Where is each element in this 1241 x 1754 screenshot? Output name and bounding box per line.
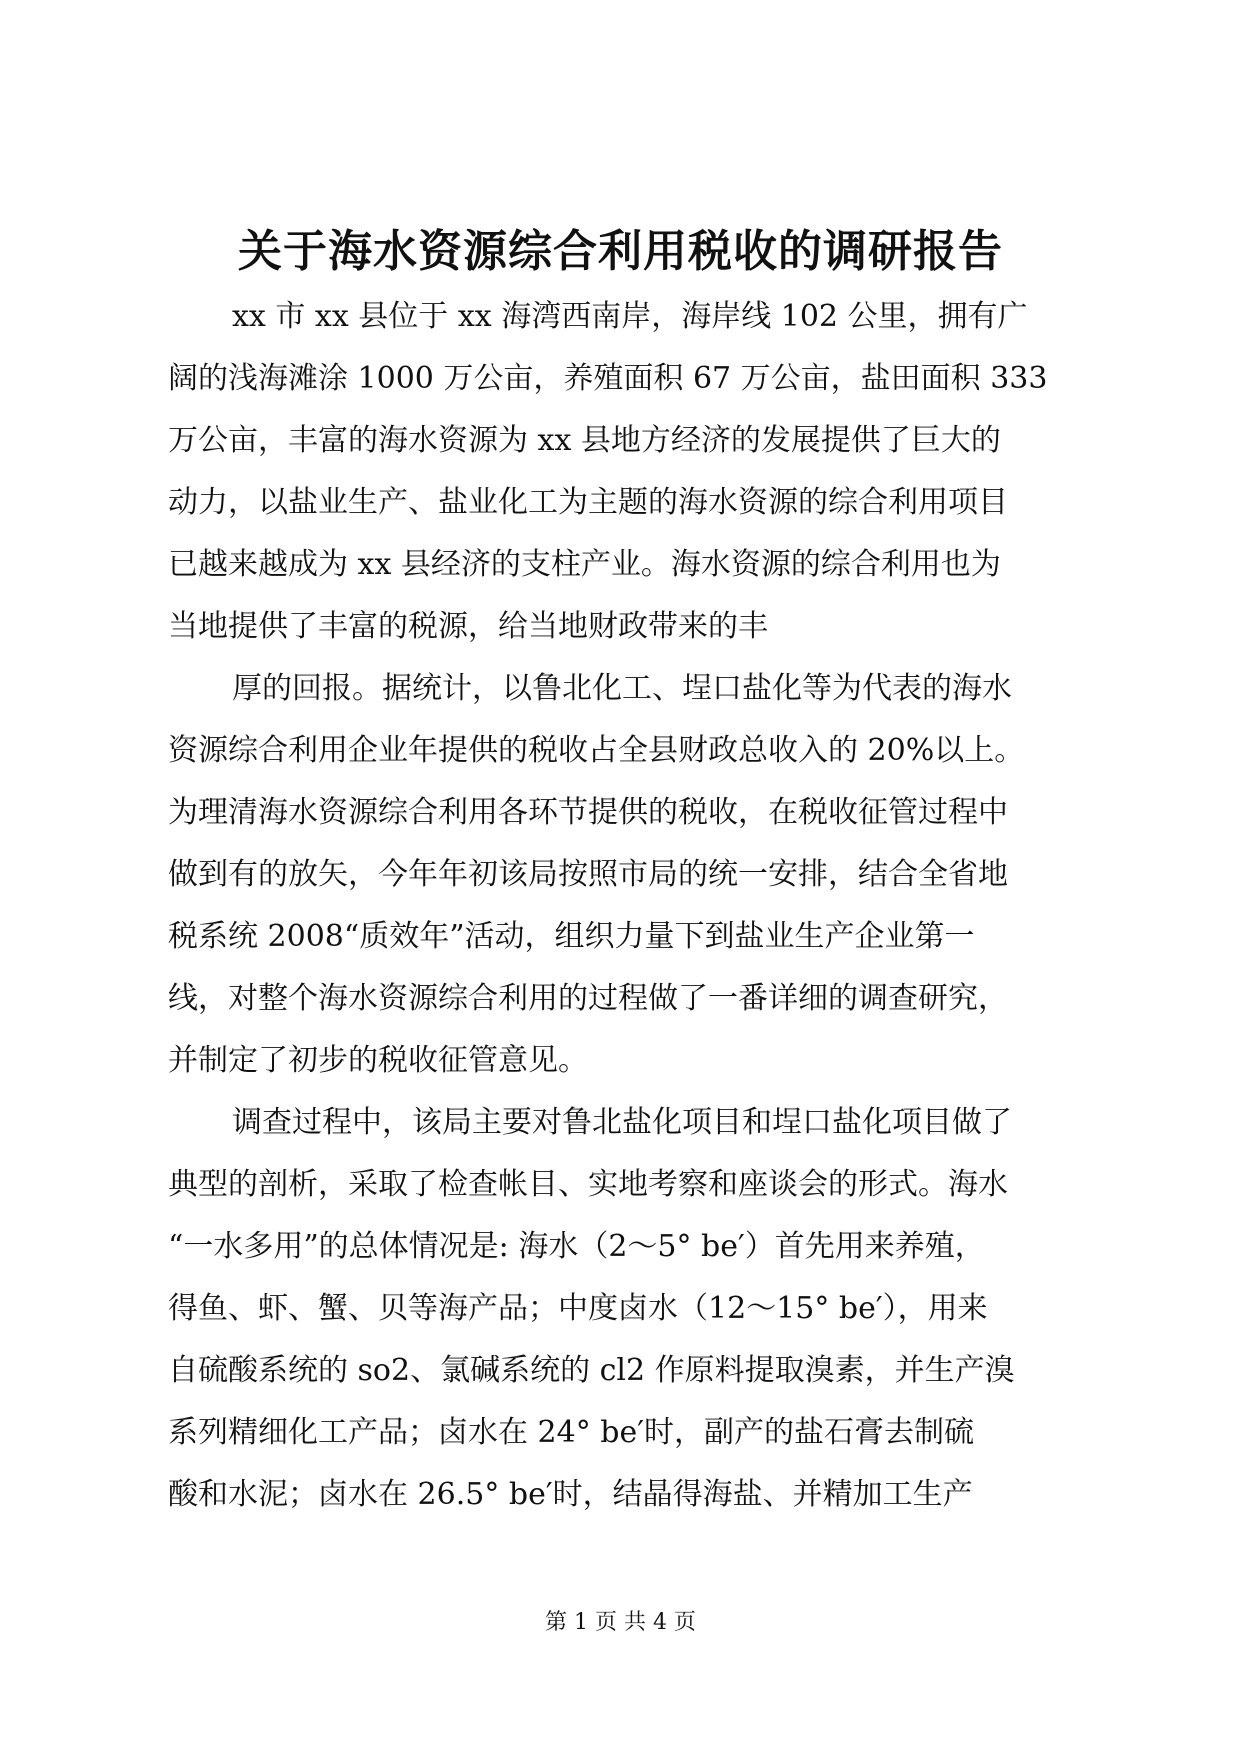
text-line: 已越来越成为 xx 县经济的支柱产业。海水资源的综合利用也为 [168,547,1001,582]
text-line: 酸和水泥；卤水在 26.5° be′时，结晶得海盐、并精加工生产 [168,1477,973,1512]
paragraph-1 [168,286,1088,658]
document-body [168,286,1088,1526]
text-line: 为理清海水资源综合利用各环节提供的税收，在税收征管过程中 [168,795,1008,830]
text-line: 税系统 2008“质效年”活动，组织力量下到盐业生产企业第一 [168,919,975,954]
text-line: 典型的剖析，采取了检查帐目、实地考察和座谈会的形式。海水 [168,1167,1008,1202]
text-line: “一水多用”的总体情况是: 海水（2～5° be′）首先用来养殖， [168,1229,985,1264]
text-line: xx 市 xx 县位于 xx 海湾西南岸，海岸线 102 公里，拥有广 [232,299,1028,334]
text-line: 调查过程中，该局主要对鲁北盐化项目和埕口盐化项目做了 [232,1105,1012,1140]
text-line: 资源综合利用企业年提供的税收占全县财政总收入的 20%以上。 [168,733,1025,768]
text-line: 万公亩，丰富的海水资源为 xx 县地方经济的发展提供了巨大的 [168,423,1001,458]
text-line: 线，对整个海水资源综合利用的过程做了一番详细的调查研究， [168,981,1008,1016]
text-line: 自硫酸系统的 so2、氯碱系统的 cl2 作原料提取溴素，并生产溴 [168,1353,1015,1388]
text-line: 厚的回报。据统计，以鲁北化工、埕口盐化等为代表的海水 [232,671,1012,706]
page-number-footer: 第 1 页 共 4 页 [545,1610,696,1635]
paragraph-3 [168,1092,1088,1526]
text-line: 并制定了初步的税收征管意见。 [168,1043,588,1078]
text-line: 阔的浅海滩涂 1000 万公亩，养殖面积 67 万公亩，盐田面积 333 [168,361,1048,396]
text-line: 动力，以盐业生产、盐业化工为主题的海水资源的综合利用项目 [168,485,1008,520]
text-line: 做到有的放矢，今年年初该局按照市局的统一安排，结合全省地 [168,857,1008,892]
text-line: 当地提供了丰富的税源，给当地财政带来的丰 [168,609,768,644]
document-title: 关于海水资源综合利用税收的调研报告 [238,226,1003,277]
text-line: 得鱼、虾、蟹、贝等海产品；中度卤水（12～15° be′），用来 [168,1291,988,1326]
paragraph-2 [168,658,1088,1092]
text-line: 系列精细化工产品；卤水在 24° be′时，副产的盐石膏去制硫 [168,1415,975,1450]
